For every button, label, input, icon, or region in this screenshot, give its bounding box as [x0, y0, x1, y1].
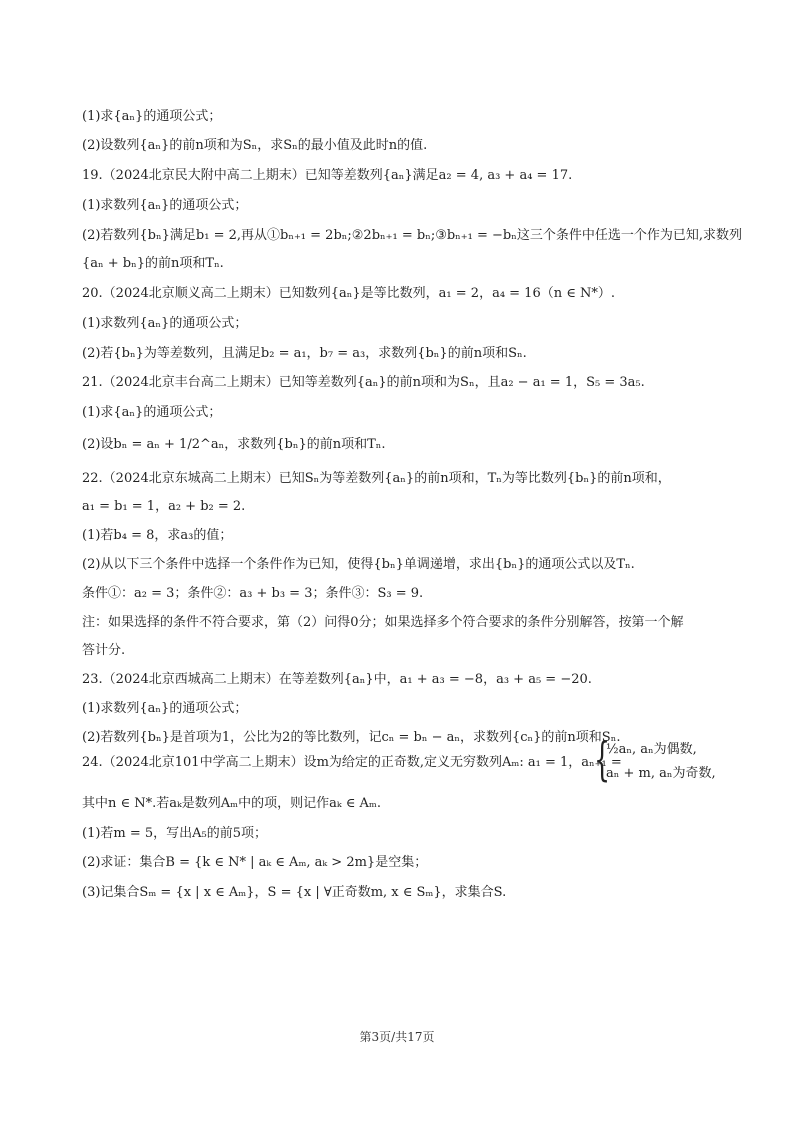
text-line-l8: (1)求数列{aₙ}的通项公式；	[82, 316, 248, 331]
text-line-l24: 其中n ∈ N*.若aₖ是数列Aₘ中的项，则记作aₖ ∈ Aₘ.	[82, 796, 381, 811]
text-line-l26: (2)求证：集合B = {k ∈ N* | aₖ ∈ Aₘ, aₖ > 2m}是空集；	[82, 855, 428, 870]
text-line-l25: (1)若m = 5，写出A₅的前5项；	[82, 826, 268, 841]
piecewise-definition	[594, 732, 724, 786]
text-line-l5: (2)若数列{bₙ}满足b₁ = 2,再从①bₙ₊₁ = 2bₙ;②2bₙ₊₁ = bₙ;③bₙ₊₁ = −bₙ这三个条件中任选一个作为已知,求数列	[82, 228, 742, 243]
text-line-l20: 23.（2024北京西城高二上期末）在等差数列{aₙ}中，a₁ + a₃ = −8，a₃ + a₅ = −20.	[82, 672, 592, 687]
left-brace: {	[594, 732, 611, 786]
text-line-l9: (2)若{bₙ}为等差数列，且满足b₂ = a₁，b₇ = a₃，求数列{bₙ}的前n项和Sₙ.	[82, 346, 527, 361]
text-line-l1: (1)求{aₙ}的通项公式；	[82, 109, 222, 124]
text-line-l2: (2)设数列{aₙ}的前n项和为Sₙ，求Sₙ的最小值及此时n的值.	[82, 138, 428, 153]
text-line-l6: {aₙ + bₙ}的前n项和Tₙ.	[82, 256, 224, 271]
text-line-l14: a₁ = b₁ = 1，a₂ + b₂ = 2.	[82, 499, 246, 514]
text-line-l13: 22.（2024北京东城高二上期末）已知Sₙ为等差数列{aₙ}的前n项和，Tₙ为等比数列{bₙ}的前n项和，	[82, 471, 671, 486]
text-line-l16: (2)从以下三个条件中选择一个条件作为已知，使得{bₙ}单调递增，求出{bₙ}的通项公式以及Tₙ.	[82, 557, 635, 572]
page-number: 第3页/共17页	[359, 1030, 435, 1044]
text-line-l3: 19.（2024北京民大附中高二上期末）已知等差数列{aₙ}满足a₂ = 4, a₃ + a₄ = 17.	[82, 168, 573, 183]
piecewise-case-odd: aₙ + m, aₙ为奇数,	[606, 766, 716, 781]
text-line-l23: 24.（2024北京101中学高二上期末）设m为给定的正奇数,定义无穷数列Aₘ: a₁ = 1，aₙ₊₁ =	[82, 755, 622, 770]
text-line-l21: (1)求数列{aₙ}的通项公式；	[82, 701, 248, 716]
text-line-l4: (1)求数列{aₙ}的通项公式；	[82, 198, 248, 213]
text-line-l18: 注：如果选择的条件不符合要求，第（2）问得0分；如果选择多个符合要求的条件分别解答，按第一个解	[82, 615, 684, 630]
text-line-l17: 条件①：a₂ = 3；条件②：a₃ + b₃ = 3；条件③：S₃ = 9.	[82, 586, 424, 601]
text-line-l19: 答计分.	[82, 643, 126, 658]
text-line-l11: (1)求{aₙ}的通项公式；	[82, 405, 222, 420]
text-line-l7: 20.（2024北京顺义高二上期末）已知数列{aₙ}是等比数列，a₁ = 2，a₄ = 16（n ∈ N*）.	[82, 286, 615, 301]
piecewise-case-even: ½aₙ, aₙ为偶数,	[606, 742, 697, 757]
text-line-l10: 21.（2024北京丰台高二上期末）已知等差数列{aₙ}的前n项和为Sₙ，且a₂ − a₁ = 1，S₅ = 3a₅.	[82, 375, 645, 390]
text-line-l22: (2)若数列{bₙ}是首项为1，公比为2的等比数列，记cₙ = bₙ − aₙ，求数列{cₙ}的前n项和Sₙ.	[82, 730, 621, 745]
text-line-l15: (1)若b₄ = 8，求a₃的值；	[82, 528, 233, 543]
text-line-l12: (2)设bₙ = aₙ + 1/2^aₙ，求数列{bₙ}的前n项和Tₙ.	[82, 437, 386, 452]
text-line-l27: (3)记集合Sₘ = {x | x ∈ Aₘ}，S = {x | ∀正奇数m, x ∈ Sₘ}，求集合S.	[82, 885, 507, 900]
